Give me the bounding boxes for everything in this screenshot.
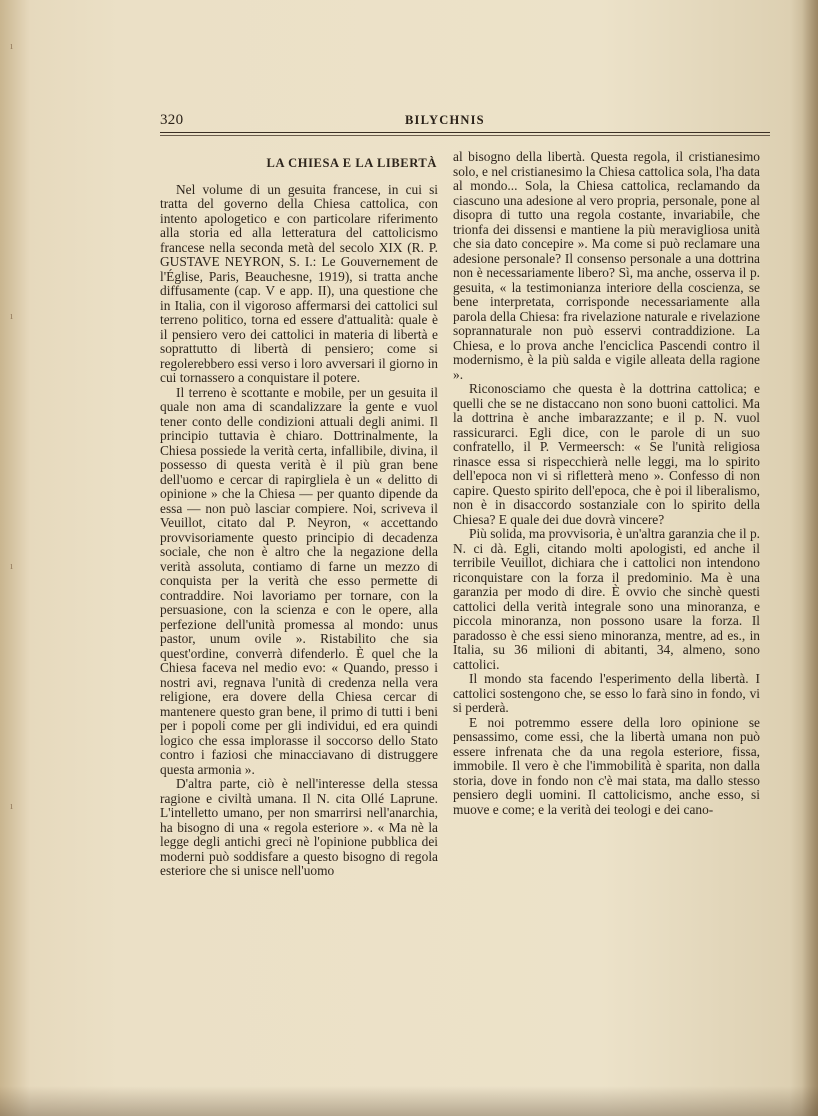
- header-rule: [160, 132, 770, 133]
- binding-ink-mark: ı: [10, 310, 14, 322]
- paragraph: Più solida, ma provvisoria, è un'altra garanzia che il p. N. ci dà. Egli, citando molti apologisti, ed anche il terribile Veuillot, dichiara che i cattolici non intendono riconquistare con la forza il predominio. Ma è una garanzia per modo di dire. È ovvio che sinchè questi cattolici della verità integrale sono una minoranza, e piccola minoranza, non possono usare la forza. Il paradosso è che essi sieno minoranza, mentre, ad es., in Italia, su 36 milioni di abitanti, 34, almeno, sono cattolici.: [453, 526, 760, 672]
- left-column: [160, 150, 438, 879]
- article-title: LA CHIESA E LA LIBERTÀ: [266, 156, 437, 170]
- binding-ink-mark: ı: [10, 800, 14, 812]
- running-title: BILYCHNIS: [405, 113, 485, 127]
- binding-ink-mark: ı: [10, 40, 14, 52]
- binding-ink-mark: ı: [10, 560, 14, 572]
- paragraph: D'altra parte, ciò è nell'interesse della stessa ragione e civiltà umana. Il N. cita Ollé Laprune. L'intelletto umano, per non smarrirsi nell'anarchia, ha bisogno di una « regola esteriore ». « Ma nè la legge degli antichi greci nè l'opinione pubblica dei moderni può soddisfare a questo bisogno di regola esteriore che si unisce nell'uomo: [160, 776, 438, 878]
- paragraph: Riconosciamo che questa è la dottrina cattolica; e quelli che se ne distaccano non sono buoni cattolici. Ma la dottrina è anche imbarazzante; e il p. N. vuol rassicurarci. Egli dice, con le parole di un suo confratello, il P. Vermeersch: « Se l'unità religiosa rinasce essa si rispecchierà nelle leggi, ma lo spirito dell'epoca non vi si rifletterà meno ». Confesso di non capire. Questo spirito dell'epoca, che è poi il liberalismo, non è in disaccordo sostanziale con lo spirito della Chiesa? E quale dei due dovrà vincere?: [453, 381, 760, 527]
- paragraph: Il mondo sta facendo l'esperimento della libertà. I cattolici sostengono che, se esso lo farà sino in fondo, vi si perderà.: [453, 671, 760, 715]
- paragraph: Il terreno è scottante e mobile, per un gesuita il quale non ama di scandalizzare la gente e vuol tener conto delle condizioni attuali degli animi. Il principio tuttavia è chiaro. Dottrinalmente, la Chiesa possiede la verità certa, infallibile, divina, il possesso di questa verità è il più gran bene dell'uomo e cercar di rapirgliela è un « delitto di opinione » che la Chiesa — per quanto dipende da essa — non può lasciar compiere. Noi, scriveva il Veuillot, citato dal P. Neyron, « accettando provvisoriamente questo principio di decadenza sociale, che non è altro che la negazione della verità assoluta, contiamo di farne un mezzo di conquista per la verità che esso permette di contraddire. Noi lavoriamo per tornare, con la persuasione, con la scienza e con le opere, alla perfezione dell'unità promessa al mondo: unus pastor, unum ovile ». Ristabilito che sia quest'ordine, converrà difenderlo. È quel che la Chiesa faceva nel medio evo: « Quando, presso i nostri avi, regnava l'unità di credenza nella vera religione, era dovere della Chiesa cercar di mantenere questo gran bene, il primo di tutti i beni per i popoli come per gli individui, ed era quindi logico che essa implorasse il soccorso dello Stato contro i faziosi che minacciavano di distruggere questa armonia ».: [160, 384, 438, 777]
- right-column: [453, 150, 760, 817]
- header-rule: [160, 135, 770, 136]
- paragraph: E noi potremmo essere della loro opinione se pensassimo, come essi, che la libertà umana non può essere infrenata che da una regola esteriore, fissa, immobile. Il vero è che l'immobilità è sparita, non dalla storia, dove in fondo non c'è mai stata, ma dallo stesso pensiero degli uomini. Il cattolicismo, anche esso, si muove e come; e la verità dei teologi e dei cano-: [453, 714, 760, 817]
- page-number: 320: [160, 112, 184, 128]
- page-bottom-shadow: [0, 1086, 818, 1116]
- paragraph: al bisogno della libertà. Questa regola, il cristianesimo solo, e nel cristianesimo la Chiesa cattolica sola, l'ha data al mondo... Sola, la Chiesa cattolica, reclamando da ciascuno una adesione al vero propria, personale, pone al disopra di tutto una regola costante, invariabile, che trionfa dei dissensi e mantiene la più meravigliosa unità che sia dato concepire ». Ma come si può reclamare una adesione personale? Il consenso personale a una dottrina non è necessariamente libero? Sì, ma anche, osserva il p. gesuita, « la testimonianza interiore della coscienza, se bene interpretata, corrisponde necessariamente alla parola della Chiesa: fra rivelazione naturale e rivelazione soprannaturale non può esservi contraddizione. La Chiesa, e lo prova anche l'enciclica Pascendi contro il modernismo, è la più salda e vigile alleata della ragione ».: [453, 149, 760, 382]
- paragraph: Nel volume di un gesuita francese, in cui si tratta del governo della Chiesa cattolica, con intento apologetico e con particolare riferimento alla storia ed alla letteratura del cattolicismo francese nella seconda metà del secolo XIX (R. P. GUSTAVE NEYRON, S. I.: Le Gouvernement de l'Église, Paris, Beauchesne, 1919), si tratta anche diffusamente (cap. V e app. II), una questione che in Italia, con il vigoroso affermarsi dei cattolici sul terreno politico, torna ed essere d'attualità: quale è il pensiero vero dei cattolici in materia di libertà e soprattutto di libertà di pensiero; come si regolerebbero essi verso i loro avversari il giorno in cui tornassero a conquistare il potere.: [160, 181, 438, 385]
- page-edge-shadow: [802, 0, 818, 1116]
